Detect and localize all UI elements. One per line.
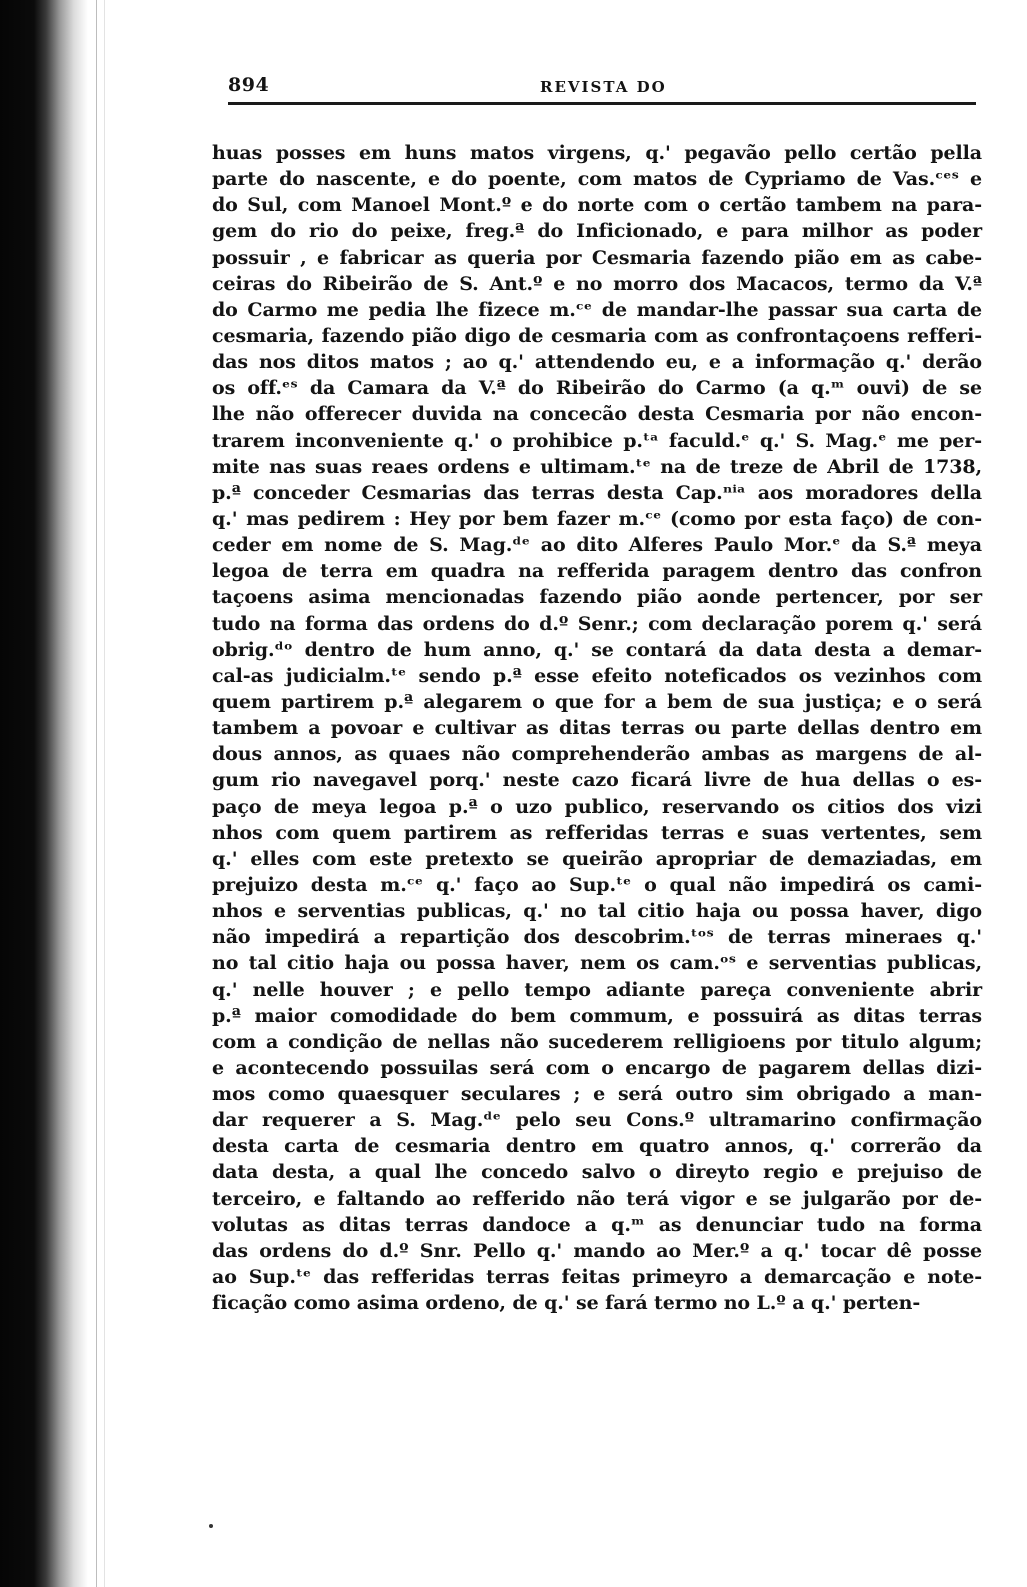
page-header — [228, 74, 973, 102]
text-line: no tal citio haja ou possa haver, nem os cam.ᵒˢ e serventias publicas, — [212, 952, 982, 975]
text-line: ao Sup.ᵗᵉ das refferidas terras feitas primeyro a demarcação e note- — [212, 1266, 982, 1289]
text-line: mos como quaesquer seculares ; e será outro sim obrigado a man- — [212, 1083, 982, 1106]
binding-shadow-line — [104, 0, 105, 1587]
book-binding-edge — [0, 0, 88, 1587]
running-head: REVISTA DO — [540, 78, 667, 96]
text-line: q.' elles com este pretexto se queirão apropriar de demaziadas, em — [212, 847, 982, 870]
text-line: desta carta de cesmaria dentro em quatro annos, q.' correrão da — [212, 1135, 982, 1158]
text-line: q.' nelle houver ; e pello tempo adiante pareça conveniente abrir — [212, 978, 982, 1001]
body-text — [212, 140, 982, 1316]
page-number: 894 — [228, 74, 270, 96]
text-line: p.ª maior comodidade do bem commum, e possuirá as ditas terras — [212, 1004, 982, 1027]
text-line: e acontecendo possuilas será com o encargo de pagarem dellas dizi- — [212, 1056, 982, 1079]
text-line: do Sul, com Manoel Mont.º e do norte com o certão tambem na para- — [212, 194, 982, 217]
text-line: do Carmo me pedia lhe fizece m.ᶜᵉ de mandar-lhe passar sua carta de — [212, 298, 982, 321]
text-line: obrig.ᵈᵒ dentro de hum anno, q.' se contará da data desta a demar- — [212, 638, 982, 661]
text-line: gum rio navegavel porq.' neste cazo ficará livre de hua dellas o es- — [212, 769, 982, 792]
text-line: nhos e serventias publicas, q.' no tal citio haja ou possa haver, digo — [212, 900, 982, 923]
text-line: quem partirem p.ª alegarem o que for a bem de sua justiça; e o será — [212, 690, 982, 713]
text-line: das ordens do d.º Snr. Pello q.' mando ao Mer.º a q.' tocar dê posse — [212, 1239, 982, 1262]
text-line: tudo na forma das ordens do d.º Senr.; com declaração porem q.' será — [212, 612, 982, 635]
text-line: taçoens asima mencionadas fazendo pião aonde pertencer, por ser — [212, 586, 982, 609]
text-line: terceiro, e faltando ao refferido não terá vigor e se julgarão por de- — [212, 1187, 982, 1210]
text-line: ceiras do Ribeirão de S. Ant.º e no morro dos Macacos, termo da V.ª — [212, 272, 982, 295]
text-line: gem do rio do peixe, freg.ª do Inficionado, e para milhor as poder — [212, 220, 982, 243]
text-line: mite nas suas reaes ordens e ultimam.ᵗᵉ na de treze de Abril de 1738, — [212, 455, 982, 478]
text-line: huas posses em huns matos virgens, q.' pegavão pello certão pella — [212, 142, 982, 164]
text-line: prejuizo desta m.ᶜᵉ q.' faço ao Sup.ᵗᵉ o qual não impedirá os cami- — [212, 873, 982, 896]
text-line: nhos com quem partirem as refferidas terras e suas vertentes, sem — [212, 821, 982, 844]
text-line: cesmaria, fazendo pião digo de cesmaria com as confrontaçoens refferi- — [212, 324, 982, 347]
text-line: volutas as ditas terras dandoce a q.ᵐ as denunciar tudo na forma — [212, 1213, 982, 1236]
text-line: não impedirá a repartição dos descobrim.ᵗᵒˢ de terras mineraes q.' — [212, 926, 982, 949]
text-line: possuir , e fabricar as queria por Cesmaria fazendo pião em as cabe- — [212, 246, 982, 269]
text-line: das nos ditos matos ; ao q.' attendendo eu, e a informação q.' derão — [212, 351, 982, 374]
text-line: lhe não offerecer duvida na concecão desta Cesmaria por não encon- — [212, 403, 982, 426]
text-line: legoa de terra em quadra na refferida paragem dentro das confron — [212, 560, 982, 583]
text-line: paço de meya legoa p.ª o uzo publico, reservando os citios dos vizi — [212, 795, 982, 818]
text-line: p.ª conceder Cesmarias das terras desta Cap.ⁿⁱᵃ aos moradores della — [212, 481, 982, 504]
text-line: os off.ᵉˢ da Camara da V.ª do Ribeirão do Carmo (a q.ᵐ ouvi) de se — [212, 377, 982, 400]
text-line: com a condição de nellas não sucederem relligioens por titulo algum; — [212, 1030, 982, 1053]
text-line: cal-as judicialm.ᵗᵉ sendo p.ª esse efeito noteficados os vezinhos com — [212, 664, 982, 687]
text-line: tambem a povoar e cultivar as ditas terras ou parte dellas dentro em — [212, 717, 982, 740]
text-line: data desta, a qual lhe concedo salvo o direyto regio e prejuiso de — [212, 1161, 982, 1184]
text-line: ceder em nome de S. Mag.ᵈᵉ ao dito Alferes Paulo Mor.ᵉ da S.ª meya — [212, 534, 982, 557]
header-rule — [228, 102, 976, 105]
scan-speck — [209, 1524, 213, 1528]
text-line: q.' mas pedirem : Hey por bem fazer m.ᶜᵉ (como por esta faço) de con- — [212, 507, 982, 530]
text-line: dous annos, as quaes não comprehenderão ambas as margens de al- — [212, 743, 982, 766]
text-line: ficação como asima ordeno, de q.' se fará termo no L.º a q.' perten- — [212, 1292, 921, 1315]
text-line: parte do nascente, e do poente, com matos de Cypriamo de Vas.ᶜᵉˢ e — [212, 168, 982, 191]
text-line: dar requerer a S. Mag.ᵈᵉ pelo seu Cons.º ultramarino confirmação — [212, 1109, 982, 1132]
binding-shadow-line — [96, 0, 97, 1587]
text-line: trarem inconveniente q.' o prohibice p.ᵗᵃ faculd.ᵉ q.' S. Mag.ᵉ me per- — [212, 429, 982, 452]
